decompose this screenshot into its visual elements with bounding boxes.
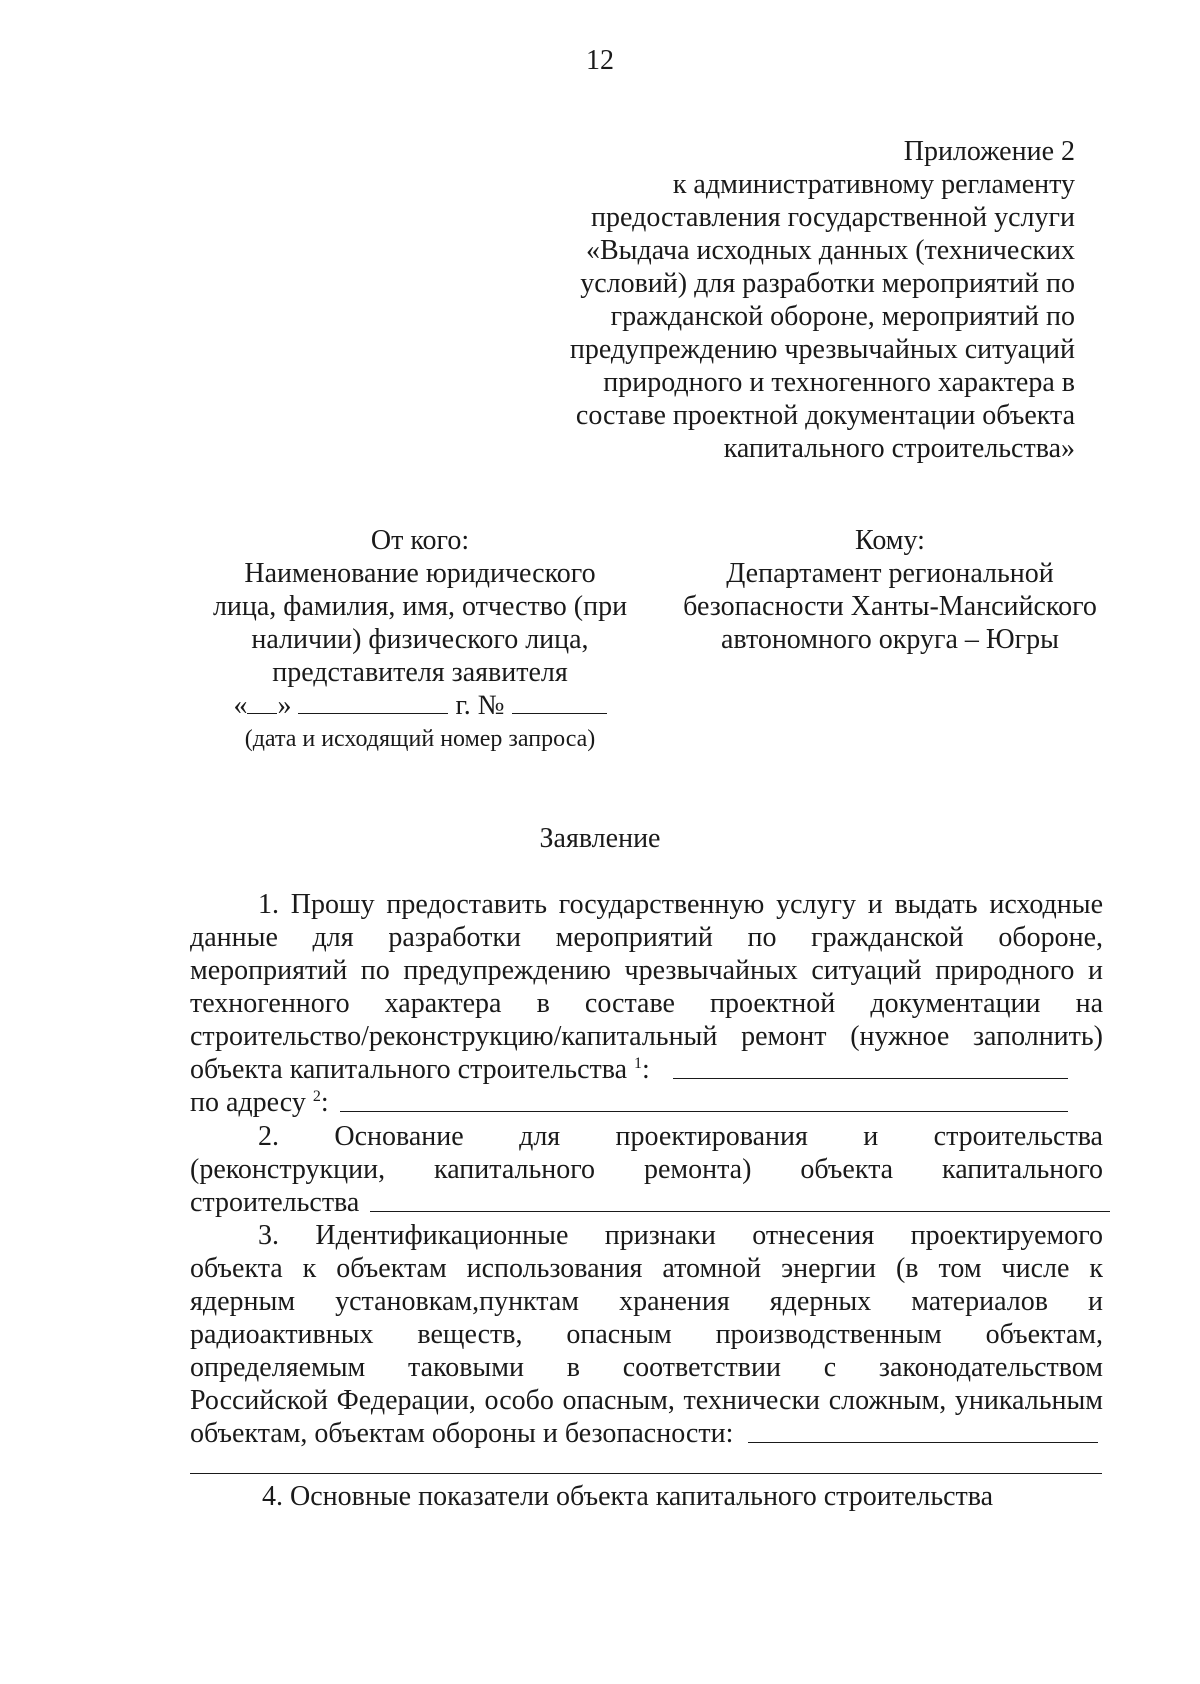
quote-open: « bbox=[233, 690, 248, 721]
section3-line: 3. Идентификационные признаки отнесения проектируемого bbox=[258, 1220, 1103, 1251]
section1-line: 1. Прошу предоставить государственную услугу и выдать исходные bbox=[258, 889, 1103, 920]
month-field[interactable] bbox=[298, 689, 448, 714]
date-number-caption: (дата и исходящий номер запроса) bbox=[244, 726, 596, 752]
section3-line: Российской Федерации, особо опасным, технически сложным, уникальным bbox=[190, 1385, 1103, 1416]
section2-line: 2. Основание для проектирования и строительства bbox=[258, 1121, 1103, 1152]
appendix-line: гражданской обороне, мероприятий по bbox=[610, 301, 1075, 332]
appendix-line: Приложение 2 bbox=[903, 136, 1075, 167]
appendix-line: природного и техногенного характера в bbox=[603, 367, 1075, 398]
identification-field[interactable] bbox=[748, 1442, 1098, 1443]
section3-line: объекта к объектам использования атомной энергии (в том числе к bbox=[190, 1253, 1103, 1284]
appendix-line: условий) для разработки мероприятий по bbox=[580, 268, 1075, 299]
appendix-header bbox=[560, 135, 1075, 465]
section2-last-label: строительства bbox=[190, 1187, 360, 1218]
section2-line: (реконструкции, капитального ремонта) объекта капитального bbox=[190, 1154, 1103, 1185]
object-label-line: объекта капитального строительства $^1$: bbox=[190, 1054, 650, 1085]
page-number: 12 bbox=[586, 45, 614, 76]
recipient-label: Кому: bbox=[855, 525, 925, 556]
recipient-line: Департамент региональной bbox=[726, 558, 1054, 589]
sender-line: лица, фамилия, имя, отчество (при bbox=[212, 591, 628, 622]
request-number-field[interactable] bbox=[512, 689, 607, 714]
basis-field[interactable] bbox=[370, 1211, 1110, 1212]
sender-line: Наименование юридического bbox=[244, 558, 596, 589]
section3-last-label: объектам, объектам обороны и безопасности: bbox=[190, 1418, 734, 1449]
address-field[interactable] bbox=[340, 1111, 1068, 1112]
appendix-line: предоставления государственной услуги bbox=[591, 202, 1075, 233]
sender-line: представителя заявителя bbox=[272, 657, 568, 688]
recipient-line: автономного округа – Югры bbox=[721, 624, 1059, 655]
section3-line: радиоактивных веществ, опасным производственным объектам, bbox=[190, 1319, 1103, 1350]
footnote-1: 1 bbox=[634, 1055, 643, 1072]
object-label: объекта капитального строительства bbox=[190, 1054, 628, 1085]
recipient-block bbox=[670, 524, 1110, 656]
section1-line: строительство/реконструкцию/капитальный ремонт (нужное заполнить) bbox=[190, 1021, 1103, 1052]
section3-line: определяемым таковыми в соответствии с законодательством bbox=[190, 1352, 1103, 1383]
appendix-line: составе проектной документации объекта bbox=[575, 400, 1075, 431]
sender-line: наличии) физического лица, bbox=[251, 624, 589, 655]
appendix-line: предупреждению чрезвычайных ситуаций bbox=[569, 334, 1075, 365]
footnote-2: 2 bbox=[312, 1088, 321, 1105]
address-label-line: по адресу $^2$: bbox=[190, 1087, 329, 1118]
appendix-line: капитального строительства» bbox=[723, 433, 1075, 464]
object-name-field[interactable] bbox=[673, 1078, 1068, 1079]
appendix-line: к административному регламенту bbox=[672, 169, 1075, 200]
document-title: Заявление bbox=[539, 823, 661, 854]
appendix-line: «Выдача исходных данных (технических bbox=[585, 235, 1075, 266]
section1-line: техногенного характера в составе проектной документации на bbox=[190, 988, 1103, 1019]
section3-line: ядерным установкам,пунктам хранения ядерных материалов и bbox=[190, 1286, 1103, 1317]
section1-line: данные для разработки мероприятий по гражданской обороне, bbox=[190, 922, 1103, 953]
address-label: по адресу bbox=[190, 1087, 306, 1118]
quote-close: » bbox=[277, 690, 292, 721]
section1-line: мероприятий по предупреждению чрезвычайных ситуаций природного и bbox=[190, 955, 1103, 986]
day-field[interactable] bbox=[247, 689, 277, 714]
sender-label: От кого: bbox=[370, 525, 470, 556]
date-number-line bbox=[195, 689, 645, 722]
sender-block bbox=[195, 524, 645, 722]
year-number-label: г. № bbox=[455, 690, 505, 721]
identification-field-continued[interactable] bbox=[190, 1473, 1102, 1474]
section4-title: 4. Основные показатели объекта капитального строительства bbox=[262, 1481, 994, 1512]
recipient-line: безопасности Ханты-Мансийского bbox=[683, 591, 1097, 622]
